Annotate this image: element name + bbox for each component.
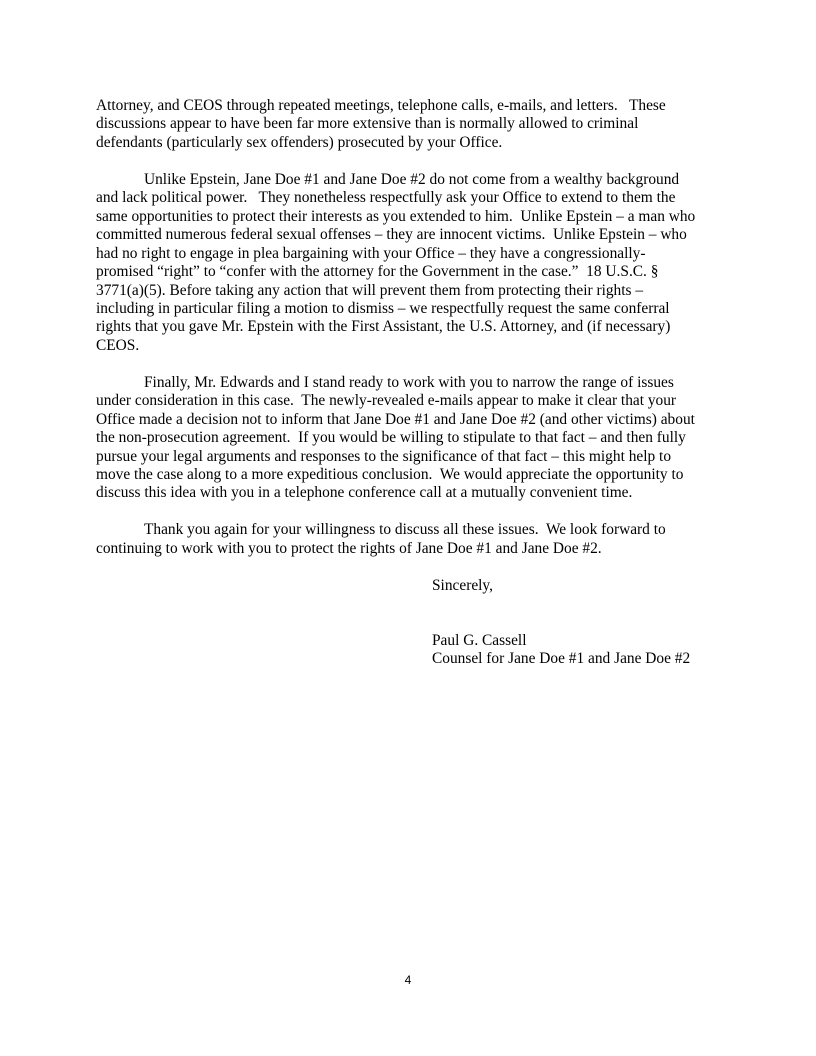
- paragraph-1-line-2: discussions appear to have been far more extensive than is normally allowed to criminal: [96, 115, 639, 132]
- paragraph-2-line-9: rights that you gave Mr. Epstein with the First Assistant, the U.S. Attorney, and (if necessary): [96, 318, 671, 335]
- closing-salutation: Sincerely,: [432, 577, 493, 594]
- paragraph-3-line-1: Finally, Mr. Edwards and I stand ready to work with you to narrow the range of issues: [144, 374, 674, 391]
- paragraph-3-line-4: the non-prosecution agreement. If you would be willing to stipulate to that fact – and then fully: [96, 429, 686, 446]
- paragraph-2-line-7: 3771(a)(5). Before taking any action that will prevent them from protecting their rights –: [96, 282, 644, 299]
- paragraph-2-line-6: promised “right” to “confer with the attorney for the Government in the case.” 18 U.S.C. §: [96, 263, 659, 280]
- paragraph-2-line-8: including in particular filing a motion to dismiss – we respectfully request the same conferral: [96, 300, 670, 317]
- paragraph-3-line-6: move the case along to a more expeditious conclusion. We would appreciate the opportunity to: [96, 466, 684, 483]
- paragraph-2-line-4: committed numerous federal sexual offenses – they are innocent victims. Unlike Epstein – who: [96, 226, 687, 243]
- paragraph-3-line-3: Office made a decision not to inform that Jane Doe #1 and Jane Doe #2 (and other victims) about: [96, 411, 695, 428]
- paragraph-2-line-10: CEOS.: [96, 337, 140, 354]
- paragraph-3-line-2: under consideration in this case. The newly-revealed e-mails appear to make it clear that your: [96, 392, 677, 409]
- paragraph-4-line-1: Thank you again for your willingness to discuss all these issues. We look forward to: [144, 521, 666, 538]
- paragraph-2-line-5: had no right to engage in plea bargaining with your Office – they have a congressionally-: [96, 245, 646, 262]
- signer-title: Counsel for Jane Doe #1 and Jane Doe #2: [432, 650, 691, 667]
- paragraph-2-line-1: Unlike Epstein, Jane Doe #1 and Jane Doe #2 do not come from a wealthy background: [144, 171, 680, 188]
- signer-name: Paul G. Cassell: [432, 632, 527, 649]
- paragraph-1-line-1: Attorney, and CEOS through repeated meetings, telephone calls, e-mails, and letters. These: [96, 97, 666, 114]
- paragraph-1-line-3: defendants (particularly sex offenders) prosecuted by your Office.: [96, 134, 503, 151]
- paragraph-3-line-7: discuss this idea with you in a telephone conference call at a mutually convenient time.: [96, 484, 633, 501]
- paragraph-4-line-2: continuing to work with you to protect the rights of Jane Doe #1 and Jane Doe #2.: [96, 540, 602, 557]
- paragraph-2-line-3: same opportunities to protect their interests as you extended to him. Unlike Epstein – a man who: [96, 208, 696, 225]
- paragraph-3-line-5: pursue your legal arguments and responses to the significance of that fact – this might help to: [96, 448, 672, 465]
- paragraph-2-line-2: and lack political power. They nonetheless respectfully ask your Office to extend to them the: [96, 189, 676, 206]
- page-number: 4: [404, 973, 412, 987]
